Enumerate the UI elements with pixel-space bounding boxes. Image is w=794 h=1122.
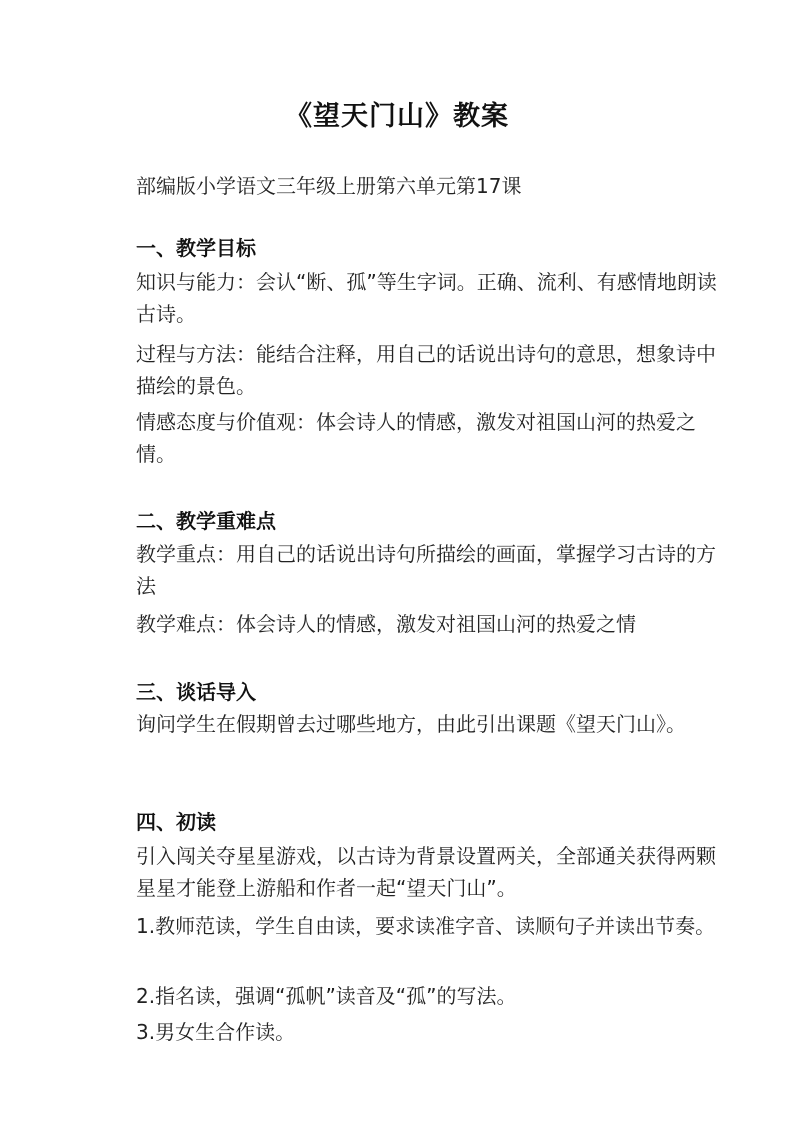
section-heading-key-points: 二、教学重难点 — [136, 509, 276, 533]
section-heading-objectives: 一、教学目标 — [136, 236, 256, 260]
document-title: 《望天门山》教案 — [285, 101, 509, 132]
objective-process: 过程与方法：能结合注释，用自己的话说出诗句的意思，想象诗中描绘的景色。 — [136, 342, 716, 398]
difficult-point: 教学难点：体会诗人的情感，激发对祖国山河的热爱之情 — [136, 612, 636, 636]
objective-knowledge: 知识与能力：会认“断、孤”等生字词。正确、流利、有感情地朗读古诗。 — [136, 270, 717, 326]
first-reading-step-1: 1.教师范读，学生自由读，要求读准字音、读顺句子并读出节奏。 — [136, 914, 716, 938]
first-reading-intro: 引入闯关夺星星游戏，以古诗为背景设置两关，全部通关获得两颗星星才能登上游船和作者一起“望天门山”。 — [136, 844, 716, 900]
document-subtitle: 部编版小学语文三年级上册第六单元第17课 — [136, 174, 522, 198]
first-reading-step-3: 3.男女生合作读。 — [136, 1020, 296, 1044]
first-reading-step-2: 2.指名读，强调“孤帆”读音及“孤”的写法。 — [136, 984, 517, 1008]
section-heading-first-reading: 四、初读 — [136, 810, 216, 834]
key-point: 教学重点：用自己的话说出诗句所描绘的画面，掌握学习古诗的方法 — [136, 542, 716, 598]
objective-emotion: 情感态度与价值观：体会诗人的情感，激发对祖国山河的热爱之情。 — [136, 410, 696, 466]
section-heading-introduction: 三、谈话导入 — [136, 680, 256, 704]
introduction-text: 询问学生在假期曾去过哪些地方，由此引出课题《望天门山》。 — [136, 712, 686, 736]
